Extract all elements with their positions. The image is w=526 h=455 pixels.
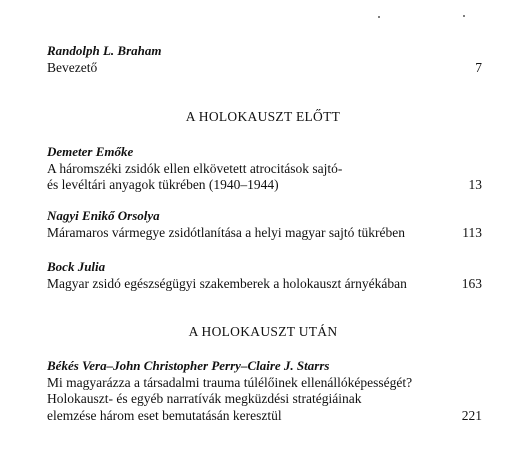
toc-entry-author: Randolph L. Braham bbox=[47, 43, 162, 58]
toc-entry-author: Nagyi Enikő Orsolya bbox=[47, 208, 160, 223]
toc-entry-author: Demeter Emőke bbox=[47, 144, 134, 159]
toc-entry-title: elemzése három eset bemutatásán keresztül bbox=[47, 408, 282, 423]
toc-entry-page-number: 221 bbox=[461, 408, 482, 423]
scan-speck bbox=[463, 15, 465, 17]
toc-entry-page-number: 113 bbox=[462, 225, 482, 240]
section-heading-after: A HOLOKAUSZT UTÁN bbox=[188, 324, 338, 339]
section-heading-before: A HOLOKAUSZT ELŐTT bbox=[185, 109, 341, 124]
toc-entry-title: A háromszéki zsidók ellen elkövetett atrocitások sajtó- bbox=[47, 161, 343, 176]
toc-entry-page-number: 163 bbox=[461, 276, 482, 291]
toc-entry-page-number: 7 bbox=[475, 60, 482, 75]
toc-entry-title: Máramaros vármegye zsidótlanítása a helyi magyar sajtó tükrében bbox=[47, 225, 405, 240]
toc-entry-title: Bevezető bbox=[47, 60, 98, 75]
toc-entry-title: Magyar zsidó egészségügyi szakemberek a holokauszt árnyékában bbox=[47, 276, 407, 291]
toc-entry-author: Békés Vera–John Christopher Perry–Claire J. Starrs bbox=[47, 358, 330, 373]
scan-speck bbox=[378, 16, 380, 18]
toc-entry-title: Holokauszt- és egyéb narratívák megküzdési stratégiáinak bbox=[47, 391, 362, 406]
toc-entry-title: és levéltári anyagok tükrében (1940–1944) bbox=[47, 177, 279, 192]
toc-entry-title: Mi magyarázza a társadalmi trauma túlélőinek ellenállóképességét? bbox=[47, 375, 413, 390]
toc-entry-author: Bock Julia bbox=[47, 259, 106, 274]
toc-entry-page-number: 13 bbox=[468, 177, 482, 192]
